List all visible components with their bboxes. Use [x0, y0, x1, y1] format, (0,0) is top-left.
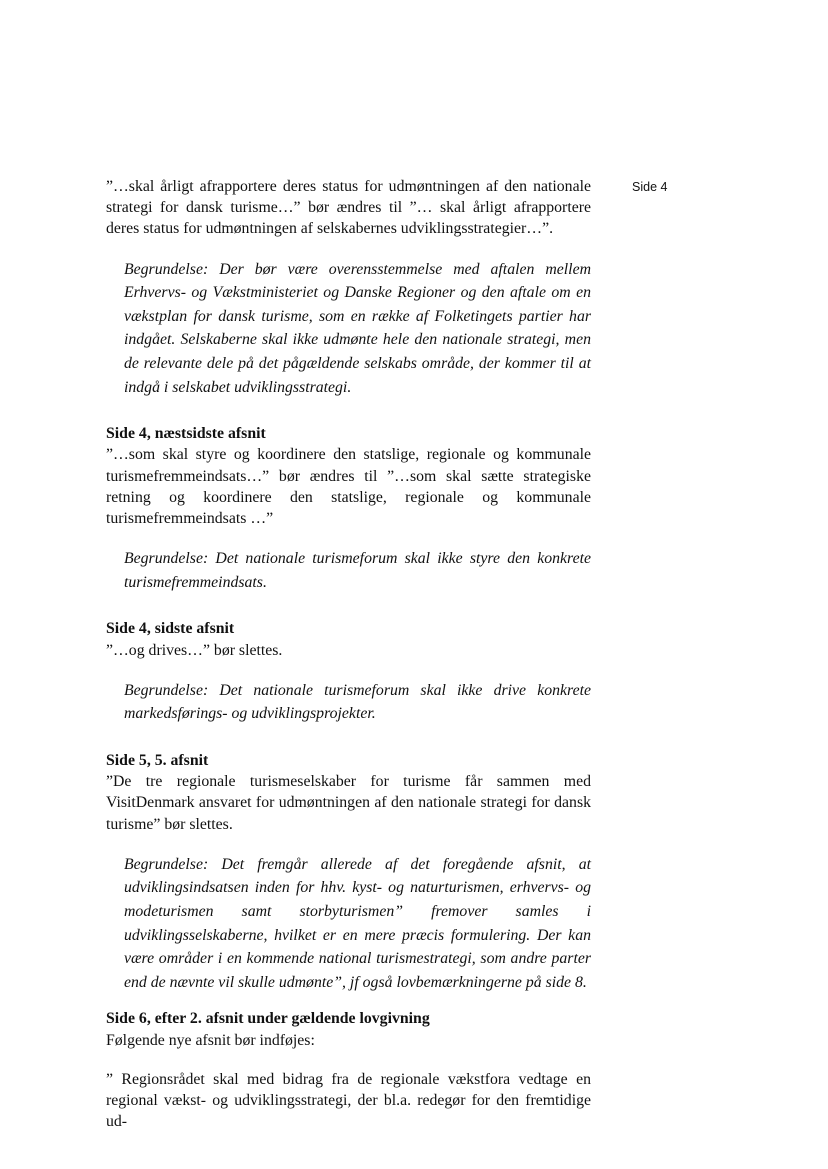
- intro-paragraph: ”…skal årligt afrapportere deres status for udmøntningen af den nationale strategi for dansk turisme…” bør ændres til ”… skal årligt afrapportere deres status for udmøntningen af selskabernes udviklingsstrategier…”.: [106, 178, 591, 238]
- intro-reason: Begrundelse: Der bør være overensstemmelse med aftalen mellem Erhvervs- og Vækstministeriet og Danske Regioner og den aftale om en vækstplan for dansk turisme, som en række af Folketingets partier har indgået. Selskaberne skal ikke udmønte hele den nationale strategi, men de relevante dele på det pågældende selskabs område, der kommer til at indgå i selskabet udviklingsstrategi.: [124, 260, 591, 396]
- section-heading: Side 4, sidste afsnit: [106, 620, 235, 638]
- quote-paragraph: ” Regionsrådet skal med bidrag fra de regionale vækstfora vedtage en regional vækst- og udviklingsstrategi, der bl.a. redegør for den fremtidige ud-: [106, 1070, 591, 1131]
- section-paragraph: ”De tre regionale turismeselskaber for turisme får sammen med VisitDenmark ansvaret for udmøntningen af den nationale strategi for dansk turisme” bør slettes.: [106, 773, 591, 833]
- section-paragraph: Følgende nye afsnit bør indføjes:: [106, 1031, 315, 1049]
- section-heading: Side 6, efter 2. afsnit under gældende lovgivning: [106, 1010, 430, 1028]
- page-margin-label: Side 4: [632, 180, 668, 194]
- section-reason: Begrundelse: Det nationale turismeforum skal ikke styre den konkrete turismefremmeindsats.: [124, 550, 591, 591]
- section-heading: Side 4, næstsidste afsnit: [106, 425, 266, 443]
- section-paragraph: ”…og drives…” bør slettes.: [106, 641, 283, 659]
- section-reason: Begrundelse: Det fremgår allerede af det foregående afsnit, at udviklingsindsatsen inden for hhv. kyst- og naturturismen, erhvervs- og modeturismen samt storbyturismen” fremover samles i udviklingsselskaberne, hvilket er en mere præcis formulering. Der kan være områder i en kommende national turismestrategi, som andre parter end de nævnte vil skulle udmønte”, jf også lovbemærkningerne på side 8.: [124, 855, 591, 991]
- section-reason: Begrundelse: Det nationale turismeforum skal ikke drive konkrete markedsførings- og udviklingsprojekter.: [124, 681, 591, 723]
- section-paragraph: ”…som skal styre og koordinere den statslige, regionale og kommunale turismefremmeindsats…” bør ændres til ”…som skal sætte strategiske retning og koordinere den statslige, regionale og kommunale turismefremmeindsats …”: [106, 446, 591, 527]
- section-heading: Side 5, 5. afsnit: [106, 751, 209, 769]
- document-body: [106, 176, 591, 1132]
